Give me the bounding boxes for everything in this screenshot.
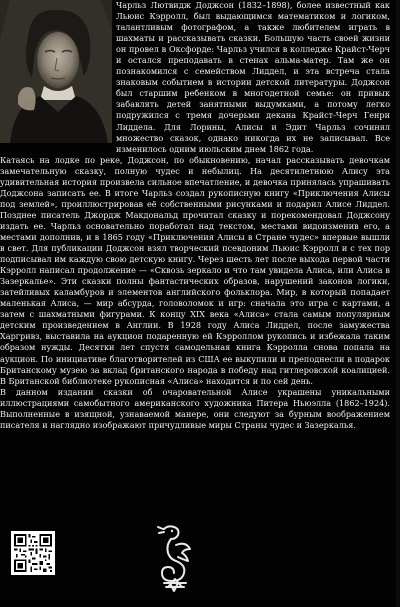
- paragraph-illustrations: В данном издании сказки об очаровательной Алисе украшены уникальными иллюстрациями самобытного американского художника Питера Ньюэлла (1862–1924). Выполненные в изящной, узнаваемой манере, они следуют за бурным воображением писателя и наглядно изображают причудливые миры Страны чудес и Зазеркалья.: [0, 386, 390, 430]
- portrait-spacer: [0, 0, 116, 146]
- qr-code-icon: [11, 531, 55, 575]
- paragraph-book-history: Катаясь на лодке по реке, Доджсон, по обыкновению, начал рассказывать девочкам замечательную сказку, полную чудес и небылиц. На десятилетнюю Алису эта удивительная история произвела сильное впечатление, и девочка принялась упрашивать Доджсона записать ее. В итоге Чарльз создал рукописную книгу «Приключения Алисы под землей», проиллюстрировав её собственными рисунками и подарил Алисе Лиддел. Позднее писатель Джордж Макдональд прочитал сказку и порекомендовал Доджсону издать ее. Чарльз основательно поработал над текстом, местами видоизменив его, а местами дополнив, и в 1865 году «Приключения Алисы в Стране чудес» впервые вышли в свет. Для публикации Доджсон взял творческий псевдоним Льюис Кэрролл и с тех пор подписывал им каждую свою детскую книгу. Через шесть лет после выхода первой части Кэрролл написал продолжение — «Сквозь зеркало и что там увидела Алиса, или Алиса в Зазеркалье». Эти сказки полны фантастических образов, нарушений законов логики, затейливых каламбуров и элементов английского фольклора. Мир, в который попадает маленькая Алиса, — мир абсурда, головоломок и игр: сначала это игра с картами, а затем с шахматными фигурами. К концу XIX века «Алиса» стала самым популярным детским произведением в Англии. В 1928 году Алиса Лиддел, после замужества Харгривз, выставила на аукцион подаренную ей Кэрроллом рукопись и избежала таким образом нужды. Десятки лет спустя самодельная книга Кэрролла снова попала на аукцион. По инициативе благотворителей из США ее выкупили и преподнесли в подарок Британскому музею за вклад британского народа в победу над гитлеровской коалицией. В Британской библиотеке рукописная «Алиса» находится и по сей день.: [0, 154, 390, 386]
- dragon-logo-drawing: [154, 523, 196, 593]
- dragon-publisher-logo-icon: [154, 523, 196, 593]
- spine-edge: [396, 0, 400, 607]
- qr-code-pattern: [14, 534, 52, 572]
- paragraph-author-bio: Чарльз Лютвидж Доджсон (1832–1898), более известный как Льюис Кэрролл, был выдающимся математиком и логиком, талантливым фотографом, а также любителем играть в шахматы и рассказывать сказки. Большую часть своей жизни он провел в Оксфорде: Чарльз учился в колледже Крайст-Черч и остался преподавать в стенах альма-матер. Там же он познакомился с семейством Лиддел, и эта встреча стала знаковым событием в истории детской литературы. Доджсон был старшим ребенком в многодетной семье: он привык забавлять детей занятными выдумками, а потому легко подружился с тремя дочерьми декана Крайст-Черч Генри Лиддела. Для Лорины, Алисы и Эдит Чарльз сочинял множество сказок, однако никогда их не записывал. Все изменилось одним июльским днем 1862 года.: [116, 0, 390, 154]
